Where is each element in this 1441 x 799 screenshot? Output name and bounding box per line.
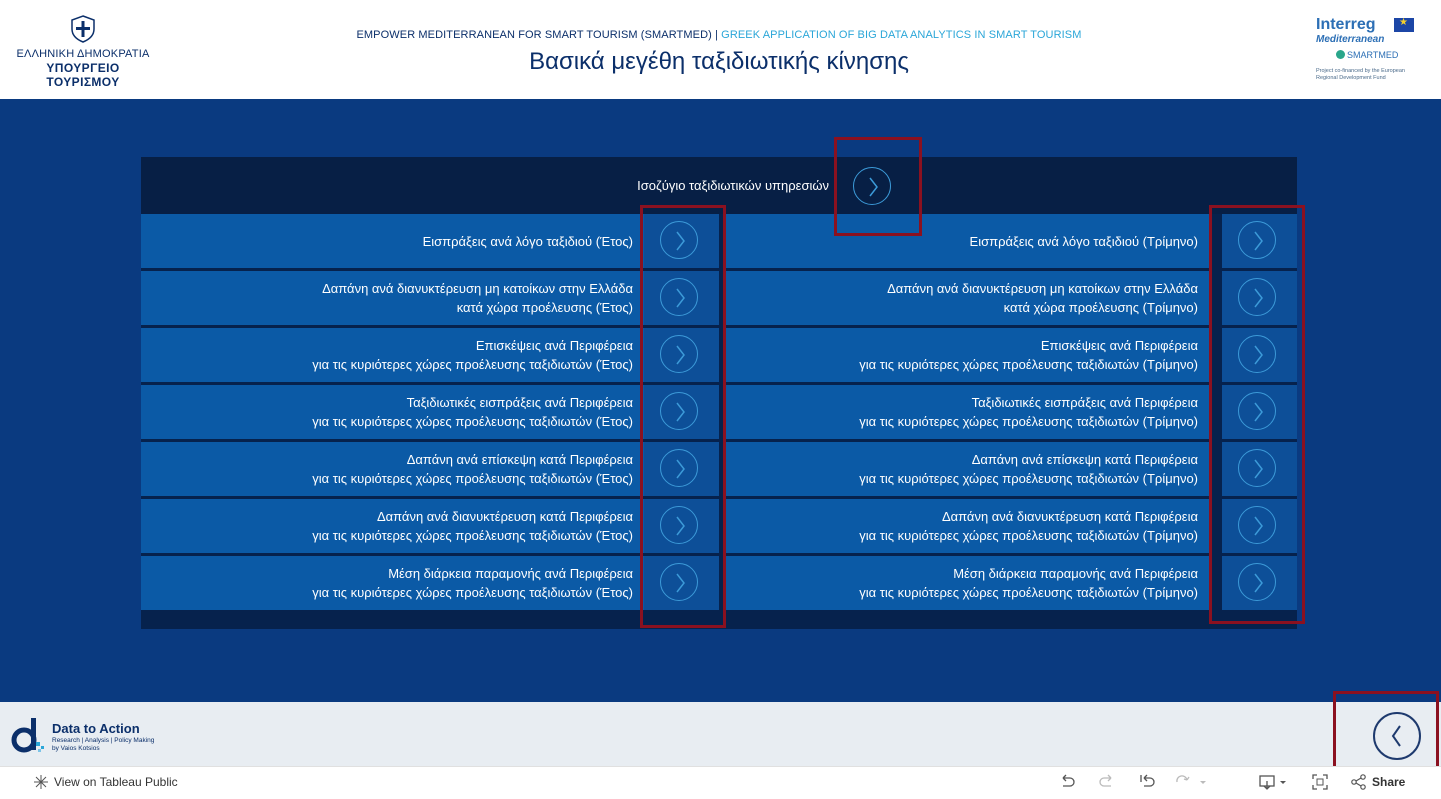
nav-row-label xyxy=(312,556,633,610)
panel-header-label: Ισοζύγιο ταξιδιωτικών υπηρεσιών xyxy=(637,178,829,193)
brand-title: Data to Action xyxy=(52,721,140,736)
project-separator: | xyxy=(715,29,719,41)
view-on-tableau-link[interactable]: View on Tableau Public xyxy=(54,775,178,789)
tableau-public-icon[interactable] xyxy=(34,775,48,789)
nav-row-left[interactable] xyxy=(141,328,644,382)
nav-row-label-line2: για τις κυριότερες χώρες προέλευσης ταξιδιωτών (Έτος) xyxy=(312,585,633,600)
nav-row-label xyxy=(859,499,1198,553)
highlight-head-button xyxy=(834,137,922,236)
brand-subtitle xyxy=(52,737,154,753)
header xyxy=(0,0,1441,99)
nav-row-left[interactable] xyxy=(141,385,644,439)
smartmed-label xyxy=(1336,50,1398,60)
share-icon[interactable] xyxy=(1350,773,1368,791)
nav-row-label-line1: Εισπράξεις ανά λόγο ταξιδιού (Τρίμηνο) xyxy=(969,233,1198,249)
nav-row-label xyxy=(859,385,1198,439)
brand-tagline: Research | Analysis | Policy Making xyxy=(52,737,155,744)
eu-flag-icon xyxy=(1394,18,1414,32)
nav-row-label-line1: Δαπάνη ανά διανυκτέρευση μη κατοίκων στην Ελλάδα xyxy=(887,281,1198,296)
project-name: EMPOWER MEDITERRANEAN FOR SMART TOURISM (SMARTMED) xyxy=(356,29,712,41)
nav-row-label xyxy=(312,499,633,553)
interreg-name: Interreg xyxy=(1316,16,1376,33)
nav-row-label xyxy=(859,442,1198,496)
main-area xyxy=(0,99,1441,702)
nav-row-left[interactable] xyxy=(141,499,644,553)
nav-row-label-line2: για τις κυριότερες χώρες προέλευσης ταξιδιωτών (Έτος) xyxy=(312,414,633,429)
ministry-line2: ΥΠΟΥΡΓΕΙΟ ΤΟΥΡΙΣΜΟΥ xyxy=(46,61,120,89)
highlight-left-buttons xyxy=(640,205,726,628)
refresh-icon[interactable] xyxy=(1174,773,1210,791)
project-subtitle xyxy=(0,29,1438,41)
undo-icon[interactable] xyxy=(1058,773,1076,791)
nav-row-label-line1: Μέση διάρκεια παραμονής ανά Περιφέρεια xyxy=(388,566,633,581)
revert-icon[interactable] xyxy=(1138,773,1156,791)
download-icon[interactable] xyxy=(1258,773,1292,791)
nav-row-label xyxy=(887,271,1198,325)
nav-row-label xyxy=(322,271,633,325)
nav-row-label-line1: Ταξιδιωτικές εισπράξεις ανά Περιφέρεια xyxy=(971,395,1198,410)
nav-row-label-line1: Μέση διάρκεια παραμονής ανά Περιφέρεια xyxy=(953,566,1198,581)
nav-row-label xyxy=(312,442,633,496)
highlight-right-buttons xyxy=(1209,205,1305,624)
nav-row-label xyxy=(859,556,1198,610)
interreg-region: Mediterranean xyxy=(1316,34,1385,45)
nav-row-label-line2: για τις κυριότερες χώρες προέλευσης ταξιδιωτών (Τρίμηνο) xyxy=(859,528,1198,543)
nav-row-label xyxy=(312,328,633,382)
data-to-action-logo-icon xyxy=(10,716,50,756)
ministry-line1: ΕΛΛΗΝΙΚΗ ΔΗΜΟΚΡΑΤΙΑ xyxy=(16,48,150,60)
nav-row-label-line1: Εισπράξεις ανά λόγο ταξιδιού (Έτος) xyxy=(422,233,633,249)
nav-row-label-line1: Δαπάνη ανά επίσκεψη κατά Περιφέρεια xyxy=(406,452,633,467)
nav-row-label-line2: για τις κυριότερες χώρες προέλευσης ταξιδιωτών (Τρίμηνο) xyxy=(859,471,1198,486)
footer-band xyxy=(0,702,1441,766)
smartmed-dot-icon xyxy=(1336,50,1345,59)
nav-row-label-line2: κατά χώρα προέλευσης (Έτος) xyxy=(456,300,633,315)
nav-row-label-line2: για τις κυριότερες χώρες προέλευσης ταξιδιωτών (Τρίμηνο) xyxy=(859,585,1198,600)
nav-row-label-line2: κατά χώρα προέλευσης (Τρίμηνο) xyxy=(1003,300,1198,315)
nav-row-left[interactable] xyxy=(141,556,644,610)
nav-row-label-line1: Δαπάνη ανά επίσκεψη κατά Περιφέρεια xyxy=(971,452,1198,467)
nav-row-right[interactable] xyxy=(725,214,1209,268)
brand-author: by Vaios Kotsios xyxy=(52,745,100,752)
nav-row-right[interactable] xyxy=(725,499,1209,553)
nav-row-right[interactable] xyxy=(725,385,1209,439)
project-application: GREEK APPLICATION OF BIG DATA ANALYTICS IN SMART TOURISM xyxy=(721,29,1082,41)
nav-row-left[interactable] xyxy=(141,271,644,325)
nav-row-right[interactable] xyxy=(725,271,1209,325)
cofinance-note: Project co-financed by the European Regional Development Fund xyxy=(1316,68,1405,81)
nav-row-left[interactable] xyxy=(141,442,644,496)
page-title: Βασικά μεγέθη ταξιδιωτικής κίνησης xyxy=(529,48,909,75)
nav-row-label xyxy=(423,214,633,268)
highlight-back-button xyxy=(1333,691,1439,769)
nav-row-label-line1: Δαπάνη ανά διανυκτέρευση κατά Περιφέρεια xyxy=(376,509,633,524)
nav-row-label-line1: Δαπάνη ανά διανυκτέρευση κατά Περιφέρεια xyxy=(941,509,1198,524)
interreg-logo xyxy=(1312,16,1432,86)
share-button[interactable]: Share xyxy=(1372,775,1406,789)
nav-row-label-line1: Επισκέψεις ανά Περιφέρεια xyxy=(1040,338,1198,353)
nav-row-label-line2: για τις κυριότερες χώρες προέλευσης ταξιδιωτών (Έτος) xyxy=(312,528,633,543)
nav-row-label xyxy=(859,328,1198,382)
nav-row-label-line1: Ταξιδιωτικές εισπράξεις ανά Περιφέρεια xyxy=(406,395,633,410)
nav-row-right[interactable] xyxy=(725,442,1209,496)
nav-row-label-line1: Επισκέψεις ανά Περιφέρεια xyxy=(475,338,633,353)
nav-row-label xyxy=(312,385,633,439)
nav-row-label-line2: για τις κυριότερες χώρες προέλευσης ταξιδιωτών (Έτος) xyxy=(312,357,633,372)
tableau-toolbar xyxy=(0,766,1441,799)
nav-row-right[interactable] xyxy=(725,556,1209,610)
fullscreen-icon[interactable] xyxy=(1311,773,1329,791)
nav-row-label-line1: Δαπάνη ανά διανυκτέρευση μη κατοίκων στην Ελλάδα xyxy=(322,281,633,296)
nav-row-label-line2: για τις κυριότερες χώρες προέλευσης ταξιδιωτών (Έτος) xyxy=(312,471,633,486)
nav-row-label-line2: για τις κυριότερες χώρες προέλευσης ταξιδιωτών (Τρίμηνο) xyxy=(859,414,1198,429)
redo-icon[interactable] xyxy=(1098,773,1116,791)
nav-row-label xyxy=(970,214,1198,268)
nav-row-label-line2: για τις κυριότερες χώρες προέλευσης ταξιδιωτών (Τρίμηνο) xyxy=(859,357,1198,372)
nav-row-left[interactable] xyxy=(141,214,644,268)
nav-row-right[interactable] xyxy=(725,328,1209,382)
smartmed-text: SMARTMED xyxy=(1347,50,1399,60)
